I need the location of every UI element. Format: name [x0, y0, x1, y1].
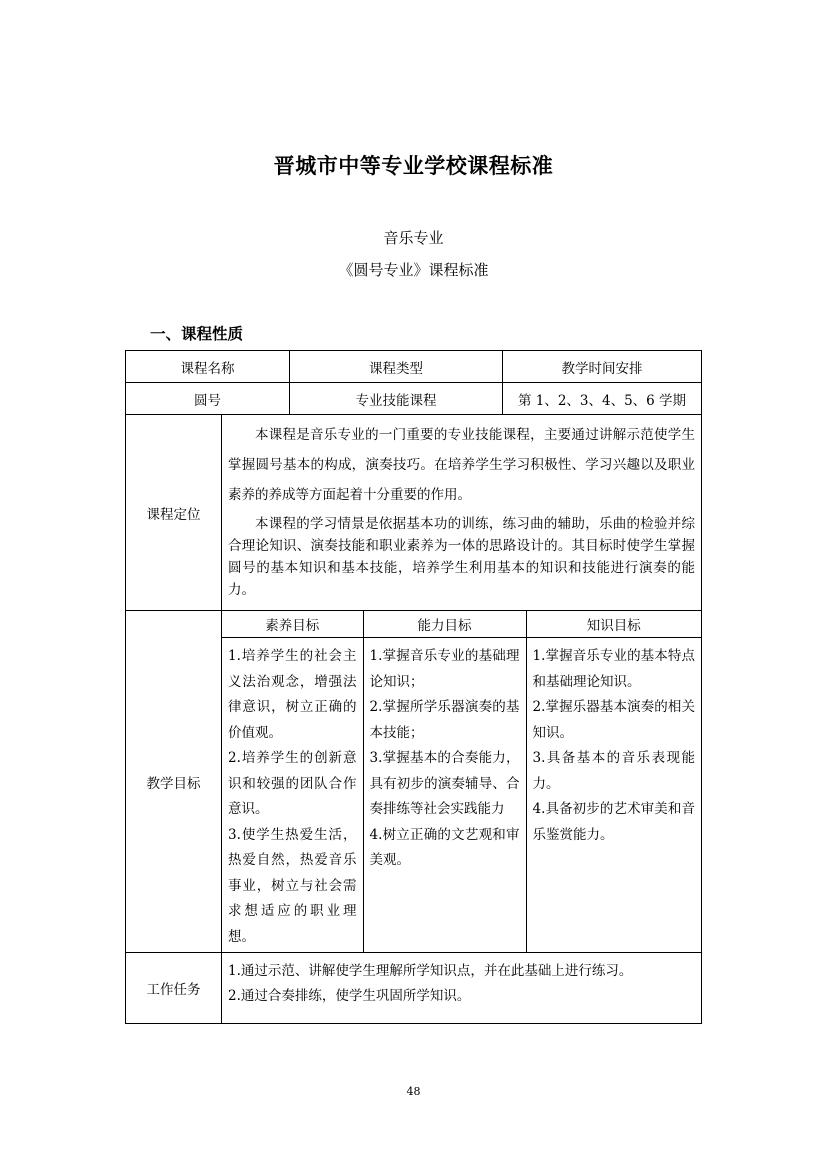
list-item: 4.树立正确的文艺观和审美观。 [369, 826, 520, 868]
header-course-name: 课程名称 [126, 351, 290, 383]
page-number: 48 [406, 1085, 421, 1098]
goals-body-row [222, 638, 701, 953]
list-item: 3.掌握基本的合奏能力，具有初步的演奏辅导、合奏排练等社会实践能力 [369, 750, 520, 817]
header-schedule: 教学时间安排 [503, 351, 702, 383]
tasks-content [222, 953, 702, 1024]
list-item: 2.掌握所学乐器演奏的基本技能； [369, 699, 520, 741]
list-item: 4.具备初步的艺术审美和音乐鉴赏能力。 [532, 801, 695, 843]
goals-header-knowledge: 知识目标 [526, 611, 701, 638]
course-standard-table [125, 350, 702, 1024]
tasks-row [126, 953, 702, 1024]
tasks-label: 工作任务 [126, 953, 222, 1024]
goals-content [222, 611, 702, 953]
positioning-label: 课程定位 [126, 415, 222, 611]
document-title: 晋城市中等专业学校课程标准 [273, 154, 554, 178]
ability-goals [363, 638, 526, 953]
positioning-row [126, 415, 702, 611]
goals-label: 教学目标 [126, 611, 222, 953]
positioning-paragraph-1: 本课程是音乐专业的一门重要的专业技能课程，主要通过讲解示范使学生掌握圆号基本的构成，演奏技巧。在培养学生学习积极性、学习兴趣以及职业素养的养成等方面起着十分重要的作用。 [228, 427, 695, 503]
schedule-value: 第 1、2、3、4、5、6 学期 [503, 383, 702, 415]
list-item: 1.培养学生的社会主义法治观念，增强法律意识，树立正确的价值观。 [228, 648, 357, 741]
list-item: 1.掌握音乐专业的基本特点和基础理论知识。 [532, 648, 695, 690]
course-type-value: 专业技能课程 [290, 383, 503, 415]
goals-header-ability: 能力目标 [363, 611, 526, 638]
positioning-content [222, 415, 702, 611]
major-name: 音乐专业 [383, 229, 444, 247]
knowledge-goals [526, 638, 701, 953]
goals-row [126, 611, 702, 953]
list-item: 1.通过示范、讲解使学生理解所学知识点，并在此基础上进行练习。 [228, 963, 633, 979]
list-item: 1.掌握音乐专业的基础理论知识； [369, 648, 520, 690]
positioning-paragraph-2: 本课程的学习情景是依据基本功的训练，练习曲的辅助，乐曲的检验并综合理论知识、演奏技能和职业素养为一体的思路设计的。其目标时使学生掌握圆号的基本知识和基本技能，培养学生利用基本的知识和技能进行演奏的能力。 [228, 516, 695, 598]
literacy-goals [222, 638, 363, 953]
table-header-row [126, 351, 702, 383]
list-item: 2.培养学生的创新意识和较强的团队合作意识。 [228, 750, 357, 817]
list-item: 2.掌握乐器基本演奏的相关知识。 [532, 699, 695, 741]
course-name-value: 圆号 [126, 383, 290, 415]
table-info-row [126, 383, 702, 415]
goals-header-literacy: 素养目标 [222, 611, 363, 638]
list-item: 3.使学生热爱生活，热爱自然，热爱音乐事业，树立与社会需求想适应的职业理想。 [228, 826, 357, 945]
list-item: 3.具备基本的音乐表现能力。 [532, 750, 695, 792]
section-heading: 一、课程性质 [150, 325, 244, 343]
header-course-type: 课程类型 [290, 351, 503, 383]
goals-inner-table [222, 611, 701, 952]
goals-header-row [222, 611, 701, 638]
list-item: 2.通过合奏排练，使学生巩固所学知识。 [228, 988, 471, 1004]
course-standard-title: 《圆号专业》课程标准 [338, 261, 489, 279]
